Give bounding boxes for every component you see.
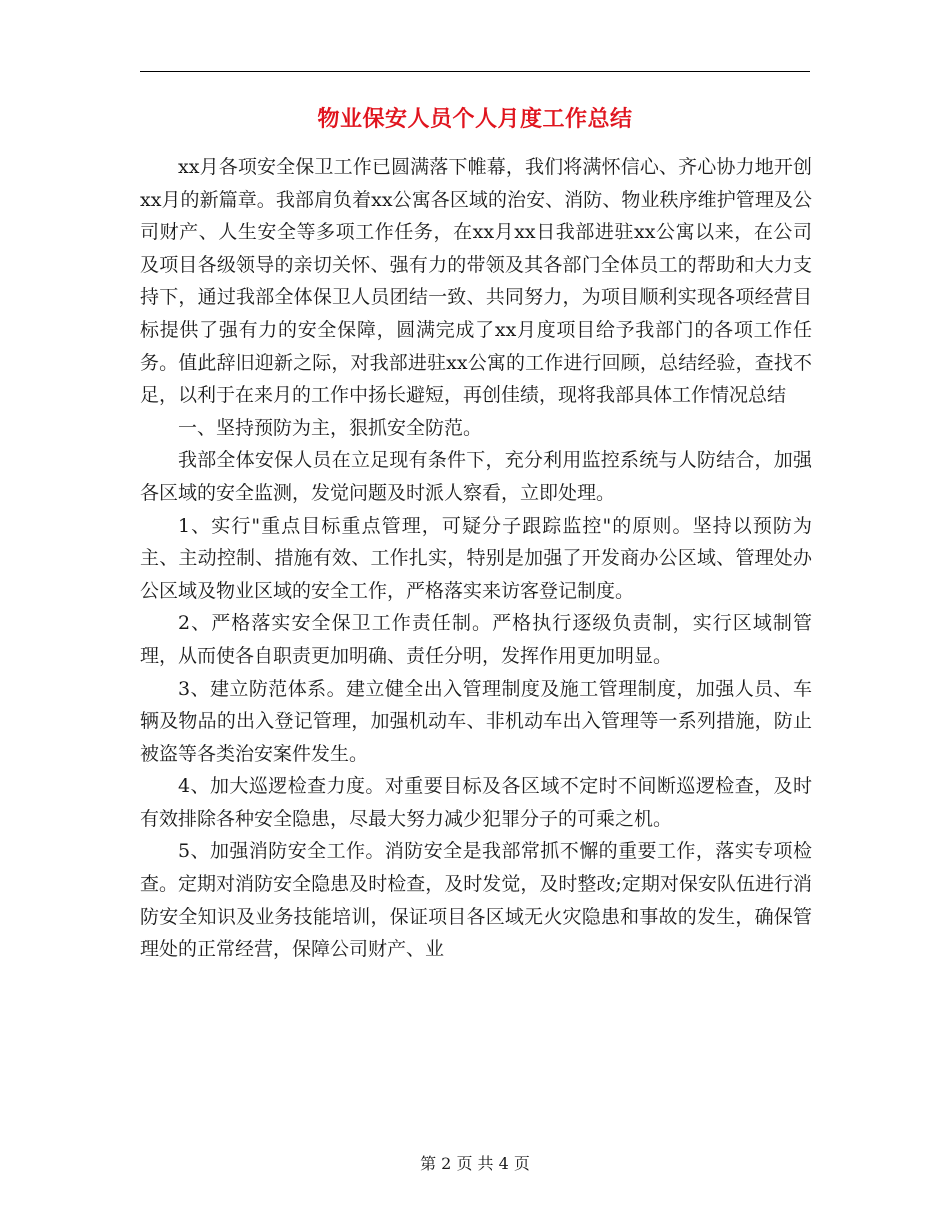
- document-body: [140, 151, 812, 966]
- paragraph-item-4: 4、加大巡逻检查力度。对重要目标及各区域不定时不间断巡逻检查，及时有效排除各种安全隐患，尽最大努力减少犯罪分子的可乘之机。: [140, 775, 812, 830]
- paragraph-item-2: 2、严格落实安全保卫工作责任制。严格执行逐级负责制，实行区域制管理，从而使各自职责更加明确、责任分明，发挥作用更加明显。: [140, 612, 812, 667]
- paragraph-item-5: 5、加强消防安全工作。消防安全是我部常抓不懈的重要工作，落实专项检查。定期对消防安全隐患及时检查，及时发觉，及时整改;定期对保安队伍进行消防安全知识及业务技能培训，保证项目各区域无火灾隐患和事故的发生，确保管理处的正常经营，保障公司财产、业: [140, 840, 812, 961]
- header-rule: [140, 71, 810, 72]
- paragraph-section-1-intro: 我部全体安保人员在立足现有条件下，充分利用监控系统与人防结合，加强各区域的安全监测，发觉问题及时派人察看，立即处理。: [140, 449, 812, 504]
- paragraph-intro: xx月各项安全保卫工作已圆满落下帷幕，我们将满怀信心、齐心协力地开创xx月的新篇章。我部肩负着xx公寓各区域的治安、消防、物业秩序维护管理及公司财产、人生安全等多项工作任务，在xx月xx日我部进驻xx公寓以来，在公司及项目各级领导的亲切关怀、强有力的带领及其各部门全体员工的帮助和大力支持下，通过我部全体保卫人员团结一致、共同努力，为项目顺利实现各项经营目标提供了强有力的安全保障，圆满完成了xx月度项目给予我部门的各项工作任务。值此辞旧迎新之际，对我部进驻xx公寓的工作进行回顾，总结经验，查找不足，以利于在来月的工作中扬长避短，再创佳绩，现将我部具体工作情况总结: [140, 156, 812, 407]
- document-title: 物业保安人员个人月度工作总结: [317, 107, 633, 132]
- page-number-footer: 第 2 页 共 4 页: [420, 1154, 530, 1173]
- paragraph-item-1: 1、实行"重点目标重点管理，可疑分子跟踪监控"的原则。坚持以预防为主、主动控制、措施有效、工作扎实，特别是加强了开发商办公区域、管理处办公区域及物业区域的安全工作，严格落实来访客登记制度。: [140, 514, 812, 602]
- paragraph-item-3: 3、建立防范体系。建立健全出入管理制度及施工管理制度，加强人员、车辆及物品的出入登记管理，加强机动车、非机动车出入管理等一系列措施，防止被盗等各类治安案件发生。: [140, 677, 812, 765]
- section-heading-1: 一、坚持预防为主，狠抓安全防范。: [178, 416, 483, 439]
